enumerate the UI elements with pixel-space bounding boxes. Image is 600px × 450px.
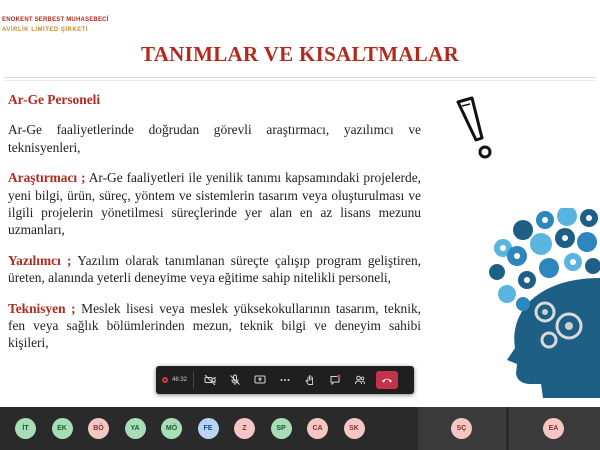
exclamation-icon [448, 96, 498, 162]
microphone-button[interactable] [224, 369, 246, 391]
company-logo-line1: ENOKENT SERBEST MUHASEBECİ [2, 17, 109, 23]
participant-avatar[interactable]: CA [307, 418, 328, 439]
recording-icon [162, 377, 168, 383]
personnel-paragraph: Ar-Ge faaliyetlerinde doğrudan görevli araştırmacı, yazılımcı ve teknisyenleri, [8, 122, 421, 155]
meeting-timer [162, 371, 194, 389]
participant-avatar[interactable]: EK [52, 418, 73, 439]
developer-term: Yazılımcı ; [8, 252, 72, 268]
slide-title: TANIMLAR VE KISALTMALAR [140, 42, 460, 66]
speaker-avatar-1: SÇ [451, 418, 472, 439]
speaker-tile-2-caption [513, 445, 596, 449]
participant-avatar[interactable]: BÖ [88, 418, 109, 439]
raise-hand-icon [304, 374, 316, 386]
share-screen-button[interactable] [249, 369, 271, 391]
researcher-definition: Ar-Ge faaliyetleri ile yenilik tanımı kapsamındaki projelerde, yeni bilgi, ürün, süreç, yöntem ve sistemlerin tasarım veya oluşturulması ve ilgili projelerin yönetilmesi süreçlerinde yer alan en az lisans mezunu uzmanları, [8, 170, 421, 238]
researcher-term: Araştırmacı ; [8, 170, 86, 186]
researcher-paragraph [8, 169, 421, 239]
speaker-tile-1-caption [422, 445, 502, 449]
participant-strip [0, 407, 600, 450]
timer-text: 46:32 [172, 377, 188, 383]
microphone-off-icon [229, 374, 241, 386]
company-logo-line2: AVİRLİK LİMİTED ŞİRKETİ [2, 27, 89, 33]
technician-definition: Meslek lisesi veya meslek yüksekokullarının tasarım, teknik, fen veya sağlık bölümlerinden mezun, teknik bilgi ve deneyim sahibi kişileri, [8, 300, 421, 351]
leave-call-button[interactable] [376, 371, 398, 389]
title-divider [4, 77, 596, 78]
speaker-avatar-2: EA [543, 418, 564, 439]
developer-definition: Yazılım olarak tanımlanan süreçte çalışıp program geliştiren, üreten, alanında yeterli deneyime veya eğitime sahip nitelikli personeli, [8, 252, 421, 286]
participant-avatar[interactable]: İT [15, 418, 36, 439]
personnel-heading: Ar-Ge Personeli [8, 92, 101, 107]
speaker-tile-2[interactable] [509, 407, 600, 450]
slide-content [8, 91, 421, 365]
participant-avatar[interactable]: FE [198, 418, 219, 439]
hang-up-icon [381, 376, 393, 384]
participant-avatar[interactable]: MÖ [161, 418, 182, 439]
title-divider-secondary [4, 80, 596, 81]
developer-paragraph [8, 252, 421, 287]
technician-term: Teknisyen ; [8, 300, 76, 316]
camera-button[interactable] [199, 369, 221, 391]
share-screen-icon [254, 374, 266, 386]
more-icon [279, 374, 291, 386]
participant-avatar[interactable]: Z [234, 418, 255, 439]
speaker-tile-1[interactable] [418, 407, 506, 450]
chat-icon [329, 374, 341, 386]
more-options-button[interactable] [274, 369, 296, 391]
meeting-control-bar [156, 366, 414, 394]
technician-paragraph [8, 300, 421, 352]
participants-icon [354, 374, 366, 386]
participants-button[interactable] [349, 369, 371, 391]
participant-avatar[interactable]: YA [125, 418, 146, 439]
brain-head-illustration [483, 208, 600, 398]
participant-avatar[interactable]: SK [344, 418, 365, 439]
participant-avatar[interactable]: SP [271, 418, 292, 439]
camera-off-icon [204, 374, 216, 386]
chat-button[interactable] [324, 369, 346, 391]
raise-hand-button[interactable] [299, 369, 321, 391]
